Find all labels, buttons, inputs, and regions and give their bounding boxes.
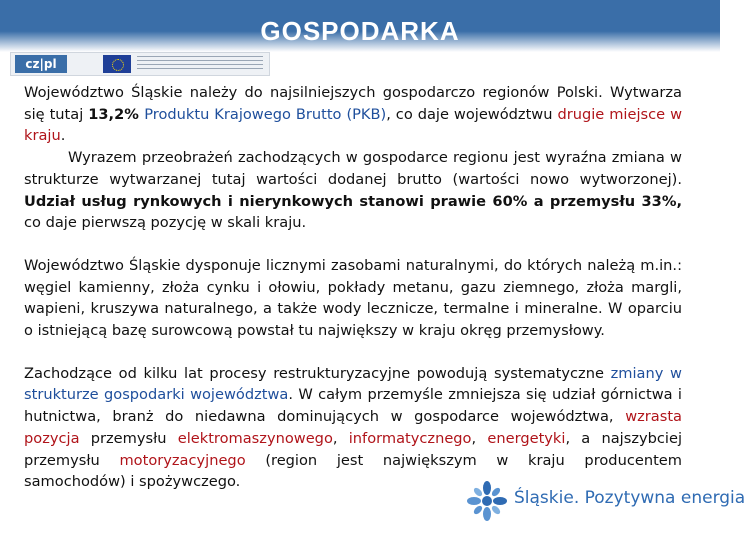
paragraph-3: Województwo Śląskie dysponuje licznymi zasobami naturalnymi, do których należą m.in.: węgiel kamienny, złoża cynku i ołowiu, pokłady metanu, gazu ziemnego, złoża margli, wapieni, kruszywa naturalnego, a także wody lecznicze, termalne i mineralne. W oparciu o istniejącą bazę surowcową powstał tu największy w kraju okręg przemysłowy.	[24, 256, 682, 340]
p2-shares: Udział usług rynkowych i nierynkowych stanowi prawie 60% a przemysłu 33%,	[24, 192, 682, 210]
p1-text-2: , co daje województwu	[386, 105, 558, 123]
p4-growth: wzrasta pozycja	[24, 408, 682, 447]
p4-electro: elektromaszynowego	[177, 429, 333, 447]
p1-text-3: .	[60, 127, 66, 145]
page-title: GOSPODARKA	[260, 16, 460, 46]
footer-brand	[466, 476, 745, 526]
p4-text-5: (region jest największym w kraju producentem samochodów) i spożywczego.	[24, 451, 682, 491]
p4-structure-change: zmiany w strukturze gospodarki województwa	[24, 364, 682, 404]
logo-strip	[10, 52, 270, 76]
paragraph-2	[24, 147, 682, 234]
p4-automotive: motoryzacyjnego	[119, 451, 246, 469]
p4-text-3: przemysłu	[79, 429, 178, 447]
silesia-logo-icon	[466, 480, 508, 522]
content	[24, 82, 682, 493]
p4-energy: energetyki	[487, 429, 566, 447]
paragraph-4	[24, 363, 682, 493]
eu-fund-caption	[137, 56, 263, 72]
p2-text-2: co daje pierwszą pozycję w skali kraju.	[24, 214, 307, 232]
p4-text-1: Zachodzące od kilku lat procesy restrukturyzacyjne powodują systematyczne	[24, 364, 611, 382]
czpl-logo: cz|pl	[15, 55, 67, 73]
p4-comma-1: ,	[332, 429, 349, 447]
p4-text-2: . W całym przemyśle zmniejsza się udział górnictwa i hutnictwa, branż do niedawna dominujących w gospodarce województwa,	[24, 386, 682, 426]
p1-rank: drugie miejsce w kraju	[24, 105, 683, 145]
p1-pkb-share: 13,2%	[88, 105, 145, 123]
p2-text-1: Wyrazem przeobrażeń zachodzących w gospodarce regionu jest wyraźna zmiana w strukturze wytwarzanej tutaj wartości dodanej brutto (wartości nowo wytworzonej).	[24, 149, 682, 188]
p4-comma-2: ,	[471, 429, 488, 447]
p4-it: informatycznego	[348, 429, 472, 447]
paragraph-1	[24, 82, 682, 147]
p4-text-4: , a najszybciej przemysłu	[24, 429, 682, 469]
footer-slogan: Śląskie. Pozytywna energia	[514, 488, 745, 508]
p1-pkb-term: Produktu Krajowego Brutto (PKB)	[144, 105, 387, 123]
p1-text-1: Województwo Śląskie należy do najsilniejszych gospodarczo regionów Polski. Wytwarza się tutaj	[24, 84, 682, 123]
eu-flag-icon	[103, 55, 131, 73]
